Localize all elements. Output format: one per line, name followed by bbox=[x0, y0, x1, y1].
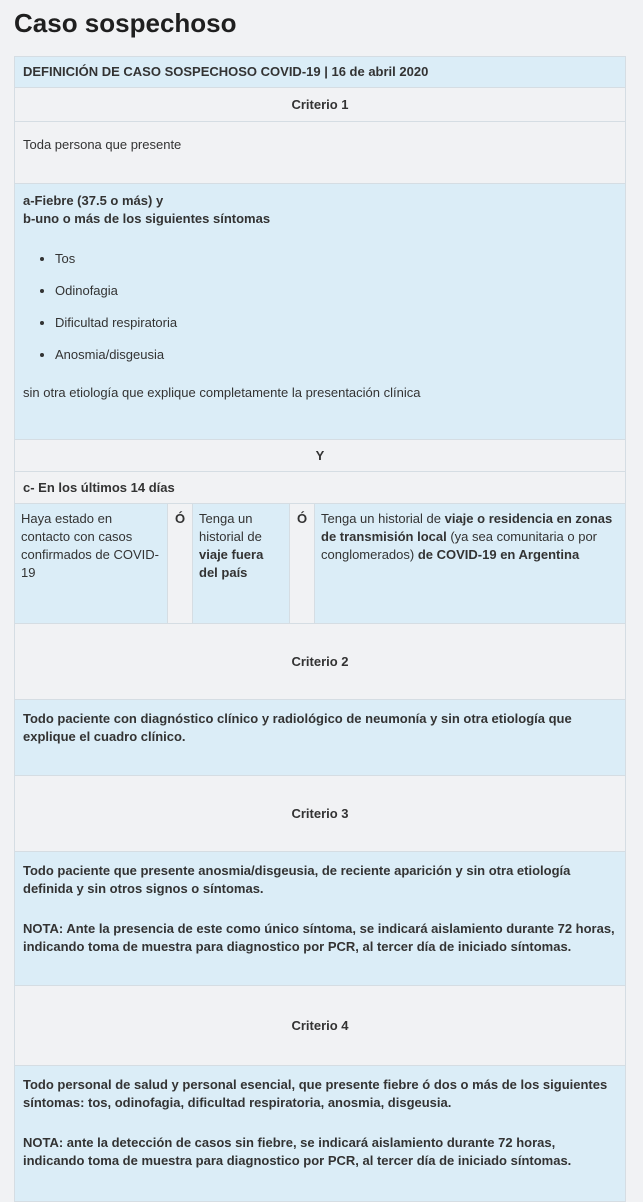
closing-text: sin otra etiología que explique completamente la presentación clínica bbox=[23, 385, 421, 400]
criterio-1-symptoms-block bbox=[14, 184, 626, 440]
list-item: • Tos bbox=[55, 250, 617, 268]
criterio-4-block bbox=[14, 1066, 626, 1202]
and-label: Y bbox=[14, 440, 626, 472]
criterio-1-intro: Toda persona que presente bbox=[14, 122, 626, 184]
line-b: b-uno o más de los siguientes síntomas bbox=[23, 211, 271, 226]
option-travel: Tenga un historial de viaje fuera del país bbox=[193, 504, 290, 623]
criterio-3-heading: Criterio 3 bbox=[14, 776, 626, 852]
case-definition-table bbox=[14, 56, 626, 1202]
table-header: DEFINICIÓN DE CASO SOSPECHOSO COVID-19 | 16 de abril 2020 bbox=[14, 56, 626, 88]
list-item: • Odinofagia bbox=[55, 282, 617, 300]
criterio-4-text: Todo personal de salud y personal esencial, que presente fiebre ó dos o más de los siguientes síntomas: tos, odinofagia, dificultad respiratoria, anosmia, disgeusia. bbox=[23, 1077, 608, 1110]
criterio-1-heading: Criterio 1 bbox=[14, 88, 626, 122]
or-label: Ó bbox=[290, 504, 315, 623]
option-local-transmission: Tenga un historial de viaje o residencia en zonas de transmisión local (ya sea comunitaria o por conglomerados) de COVID-19 en Argentina bbox=[315, 504, 625, 623]
list-item: • Dificultad respiratoria bbox=[55, 314, 617, 332]
criterio-3-text: Todo paciente que presente anosmia/disgeusia, de reciente aparición y sin otra etiología definida y sin otros signos o síntomas. bbox=[23, 863, 571, 896]
option-contact: Haya estado en contacto con casos confirmados de COVID-19 bbox=[15, 504, 168, 623]
criterio-4-heading: Criterio 4 bbox=[14, 986, 626, 1066]
options-row bbox=[14, 504, 626, 624]
criterio-2-text: Todo paciente con diagnóstico clínico y radiológico de neumonía y sin otra etiología que explique el cuadro clínico. bbox=[14, 700, 626, 776]
list-item: • Anosmia/disgeusia bbox=[55, 346, 617, 364]
page-title: Caso sospechoso bbox=[14, 8, 237, 38]
criterio-3-note: NOTA: Ante la presencia de este como único síntoma, se indicará aislamiento durante 72 horas, indicando toma de muestra para diagnostico por PCR, al tercer día de iniciado síntomas. bbox=[23, 921, 615, 954]
criterio-2-heading: Criterio 2 bbox=[14, 624, 626, 700]
line-a: a-Fiebre (37.5 o más) y bbox=[23, 193, 164, 208]
criterio-3-block bbox=[14, 852, 626, 986]
or-label: Ó bbox=[168, 504, 193, 623]
c-label: c- En los últimos 14 días bbox=[14, 472, 626, 504]
criterio-4-note: NOTA: ante la detección de casos sin fiebre, se indicará aislamiento durante 72 horas, indicando toma de muestra para diagnostico por PCR, al tercer día de iniciado síntomas. bbox=[23, 1135, 572, 1168]
symptom-list bbox=[23, 250, 617, 364]
